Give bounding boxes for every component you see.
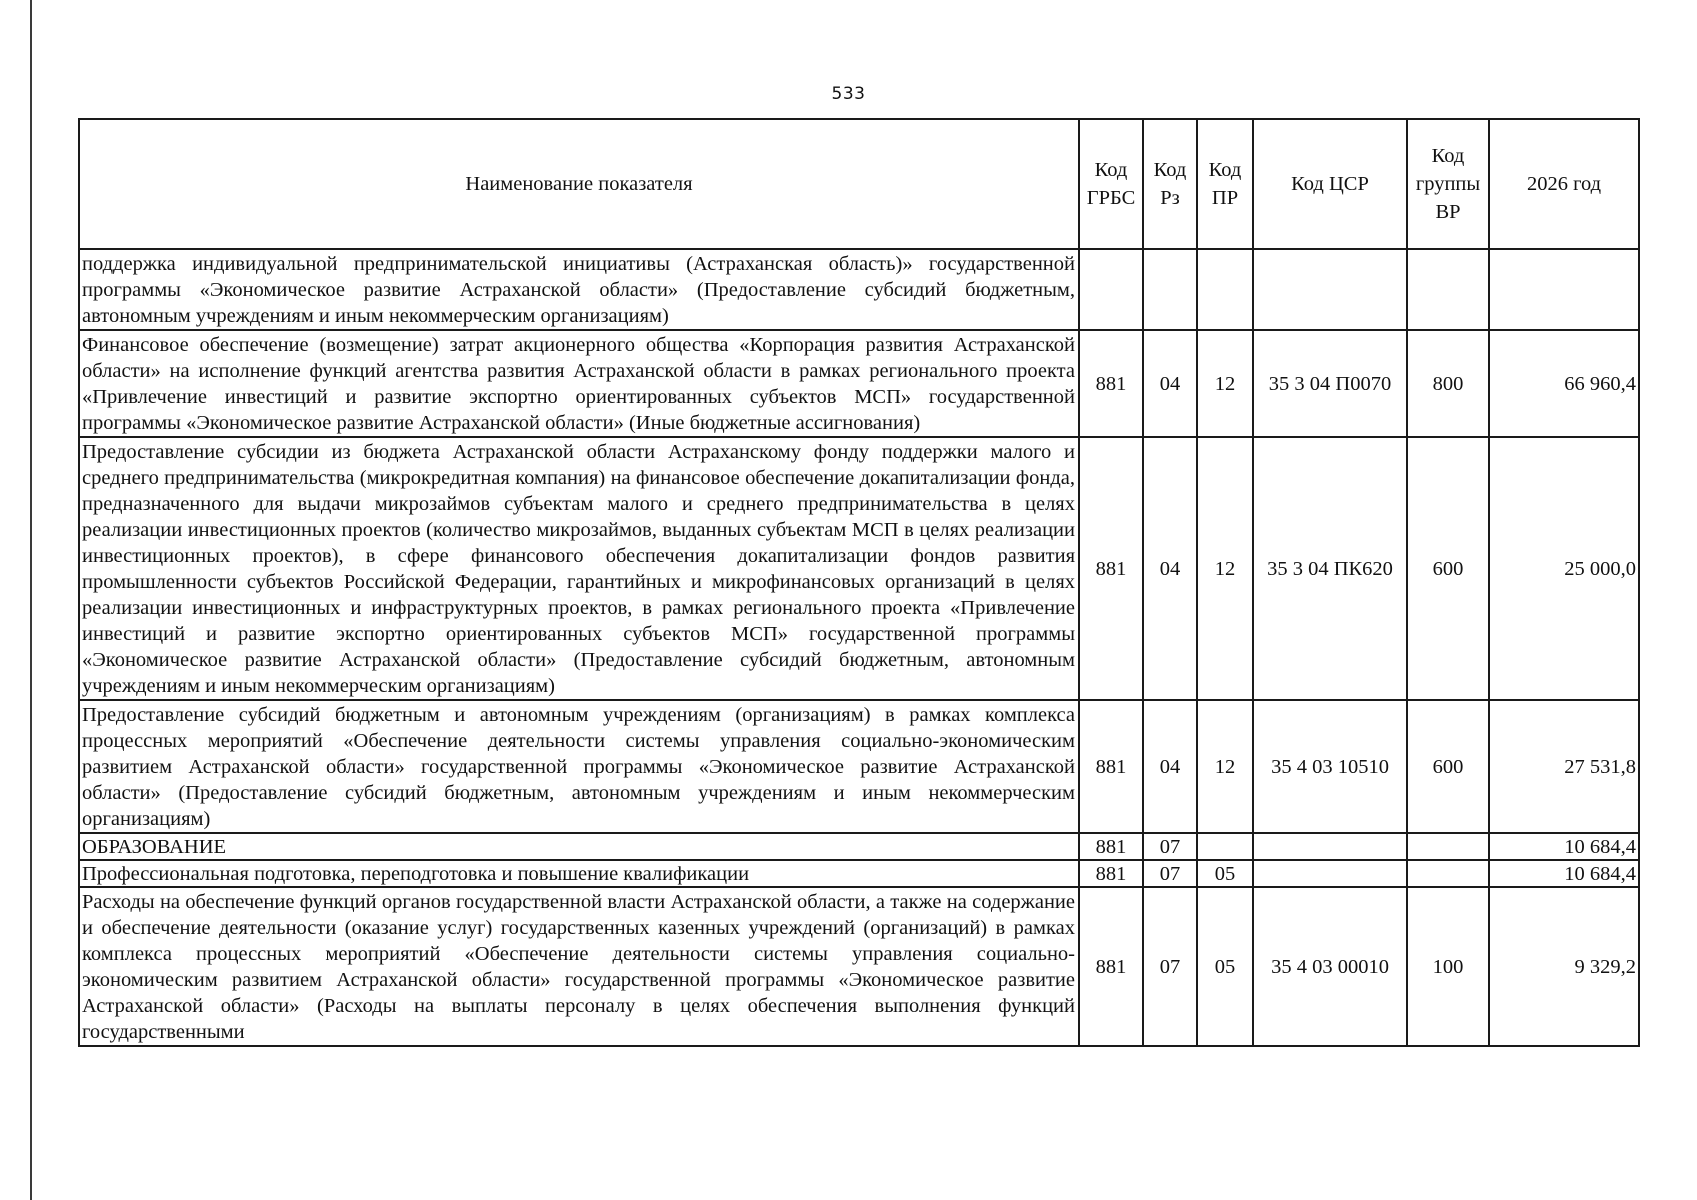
row-rz: 07 (1143, 887, 1197, 1046)
row-pr: 05 (1197, 860, 1253, 887)
row-vr (1407, 249, 1489, 330)
row-amount: 10 684,4 (1489, 860, 1639, 887)
header-csr: Код ЦСР (1253, 119, 1407, 249)
page-number: 533 (831, 84, 866, 104)
row-pr: 12 (1197, 700, 1253, 833)
header-row (79, 119, 1639, 249)
row-csr: 35 4 03 10510 (1253, 700, 1407, 833)
row-name: Предоставление субсидий бюджетным и автономным учреждениям (организациям) в рамках комплекса процессных мероприятий «Обеспечение деятельности системы управления социально-экономическим развитием Астраханской области» государственной программы «Экономическое развитие Астраханской области» (Предоставление субсидий бюджетным, автономным учреждениям и иным некоммерческим организациям) (79, 700, 1079, 833)
scan-edge-line (30, 0, 32, 1200)
row-amount: 10 684,4 (1489, 833, 1639, 860)
row-csr (1253, 249, 1407, 330)
row-pr (1197, 249, 1253, 330)
row-vr: 800 (1407, 330, 1489, 437)
table-row (79, 437, 1639, 700)
row-csr: 35 3 04 П0070 (1253, 330, 1407, 437)
row-csr: 35 3 04 ПК620 (1253, 437, 1407, 700)
row-pr: 05 (1197, 887, 1253, 1046)
row-vr: 100 (1407, 887, 1489, 1046)
row-grbs: 881 (1079, 833, 1143, 860)
row-csr (1253, 860, 1407, 887)
row-amount: 66 960,4 (1489, 330, 1639, 437)
row-rz: 07 (1143, 860, 1197, 887)
table-row (79, 833, 1639, 860)
header-rz: Код Рз (1143, 119, 1197, 249)
header-year: 2026 год (1489, 119, 1639, 249)
row-csr: 35 4 03 00010 (1253, 887, 1407, 1046)
row-vr: 600 (1407, 437, 1489, 700)
row-name: поддержка индивидуальной предпринимательской инициативы (Астраханская область)» государственной программы «Экономическое развитие Астраханской области» (Предоставление субсидий бюджетным, автономным учреждениям и иным некоммерческим организациям) (79, 249, 1079, 330)
row-grbs: 881 (1079, 330, 1143, 437)
header-vr: Код группы ВР (1407, 119, 1489, 249)
row-rz: 04 (1143, 437, 1197, 700)
row-amount: 9 329,2 (1489, 887, 1639, 1046)
header-grbs: Код ГРБС (1079, 119, 1143, 249)
row-name: Расходы на обеспечение функций органов государственной власти Астраханской области, а также на содержание и обеспечение деятельности (оказание услуг) государственных казенных учреждений (организаций) в рамках комплекса процессных мероприятий «Обеспечение деятельности системы управления социально-экономическим развитием Астраханской области» государственной программы «Экономическое развитие Астраханской области» (Расходы на выплаты персоналу в целях обеспечения выполнения функций государственными (79, 887, 1079, 1046)
row-grbs: 881 (1079, 437, 1143, 700)
row-name: Финансовое обеспечение (возмещение) затрат акционерного общества «Корпорация развития Астраханской области» на исполнение функций агентства развития Астраханской области в рамках регионального проекта «Привлечение инвестиций и развитие экспортно ориентированных субъектов МСП» государственной программы «Экономическое развитие Астраханской области» (Иные бюджетные ассигнования) (79, 330, 1079, 437)
table-row (79, 330, 1639, 437)
row-pr: 12 (1197, 437, 1253, 700)
row-rz (1143, 249, 1197, 330)
table-body (79, 249, 1639, 1046)
table-row (79, 887, 1639, 1046)
table-header (79, 119, 1639, 249)
row-amount: 27 531,8 (1489, 700, 1639, 833)
row-vr (1407, 833, 1489, 860)
row-amount: 25 000,0 (1489, 437, 1639, 700)
table-row (79, 860, 1639, 887)
row-grbs (1079, 249, 1143, 330)
row-vr (1407, 860, 1489, 887)
row-pr: 12 (1197, 330, 1253, 437)
row-amount (1489, 249, 1639, 330)
row-grbs: 881 (1079, 860, 1143, 887)
table-row (79, 249, 1639, 330)
row-name: Предоставление субсидии из бюджета Астраханской области Астраханскому фонду поддержки малого и среднего предпринимательства (микрокредитная компания) на финансовое обеспечение докапитализации фонда, предназначенного для выдачи микрозаймов субъектам малого и среднего предпринимательства в целях реализации инвестиционных проектов (количество микрозаймов, выданных субъектам МСП в целях реализации инвестиционных проектов), в сфере финансового обеспечения докапитализации фондов развития промышленности субъектов Российской Федерации, гарантийных и микрофинансовых организаций в целях реализации инвестиционных и инфраструктурных проектов, в рамках регионального проекта «Привлечение инвестиций и развитие экспортно ориентированных субъектов МСП» государственной программы «Экономическое развитие Астраханской области» (Предоставление субсидий бюджетным, автономным учреждениям и иным некоммерческим организациям) (79, 437, 1079, 700)
row-name: Профессиональная подготовка, переподготовка и повышение квалификации (79, 860, 1079, 887)
row-csr (1253, 833, 1407, 860)
row-rz: 07 (1143, 833, 1197, 860)
header-name: Наименование показателя (79, 119, 1079, 249)
budget-table (78, 118, 1640, 1047)
row-rz: 04 (1143, 330, 1197, 437)
row-grbs: 881 (1079, 700, 1143, 833)
row-pr (1197, 833, 1253, 860)
table-row (79, 700, 1639, 833)
row-grbs: 881 (1079, 887, 1143, 1046)
row-name: ОБРАЗОВАНИЕ (79, 833, 1079, 860)
row-vr: 600 (1407, 700, 1489, 833)
header-pr: Код ПР (1197, 119, 1253, 249)
row-rz: 04 (1143, 700, 1197, 833)
